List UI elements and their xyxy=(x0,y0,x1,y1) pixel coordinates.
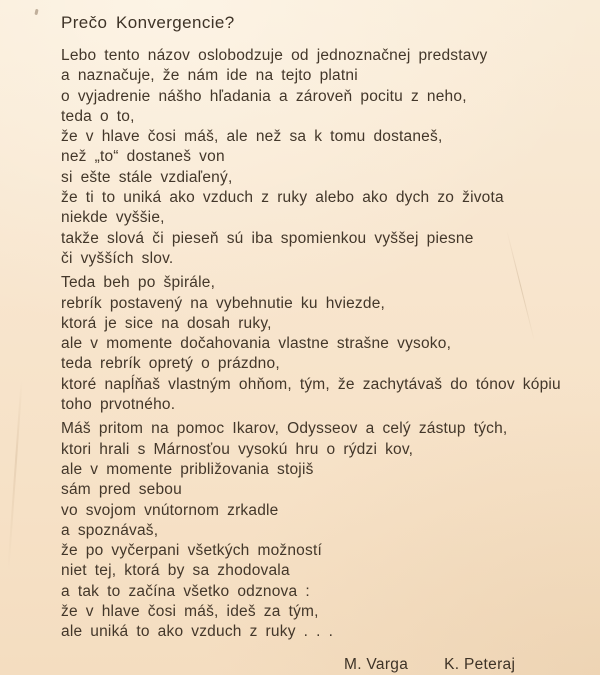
poem-line: Teda beh po špirále, xyxy=(61,274,216,292)
poem-line: ale uniká to ako vzduch z ruky . . . xyxy=(61,623,334,641)
poem-line: teda rebrík opretý o prázdno, xyxy=(61,355,280,373)
poem-line: ktoré napĺňaš vlastným ohňom, tým, že zachytávaš do tónov kópiu xyxy=(61,375,561,393)
paper-speck xyxy=(34,9,38,15)
poem-line: než „to“ dostaneš von xyxy=(61,148,225,166)
poem-line: toho prvotného. xyxy=(61,396,176,414)
stanza-1 xyxy=(61,46,600,269)
poem-line: že ti to uniká ako vzduch z ruky alebo ako dych zo života xyxy=(61,189,504,207)
poem-line: takže slová či pieseň sú iba spomienkou vyššej piesne xyxy=(61,229,474,247)
attribution-author-1: M. Varga xyxy=(344,655,409,673)
poem-line: vo svojom vnútornom zrkadle xyxy=(61,501,279,519)
poem-title: Prečo Konvergencie? xyxy=(61,13,235,32)
stanza-3 xyxy=(61,419,600,642)
poem-line: ale v momente približovania stojiš xyxy=(61,460,314,478)
poem-line: niet tej, ktorá by sa zhodovala xyxy=(61,562,290,580)
poem-line: že v hlave čosi máš, ale než sa k tomu dostaneš, xyxy=(61,128,443,146)
poem-line: a spoznávaš, xyxy=(61,521,159,539)
poem-line: a tak to začína všetko odznova : xyxy=(61,582,310,600)
poem-line: že po vyčerpani všetkých možností xyxy=(61,542,322,560)
poem-line: ale v momente dočahovania vlastne strašne vysoko, xyxy=(61,335,452,353)
attribution-author-2: K. Peteraj xyxy=(444,655,516,673)
poem-line: o vyjadrenie nášho hľadania a zároveň pocitu z neho, xyxy=(61,87,467,105)
paper-crease-left xyxy=(7,380,22,570)
poem-line: a naznačuje, že nám ide na tejto platni xyxy=(61,67,358,85)
stanza-2 xyxy=(61,273,600,415)
poem-line: či vyšších slov. xyxy=(61,249,174,267)
attribution xyxy=(344,655,600,675)
poem-line: teda o to, xyxy=(61,107,135,125)
poem-line: Lebo tento názov oslobodzuje od jednoznačnej predstavy xyxy=(61,47,488,64)
poem-line: si ešte stále vzdiaľený, xyxy=(61,168,233,186)
poem-line: sám pred sebou xyxy=(61,481,182,499)
poem-line: rebrík postavený na vybehnutie ku hviezde, xyxy=(61,294,386,312)
poem-line: niekde vyššie, xyxy=(61,209,165,227)
poem-line: Máš pritom na pomoc Ikarov, Odysseov a celý zástup tých, xyxy=(61,420,508,438)
poem-line: ktorá je sice na dosah ruky, xyxy=(61,314,272,332)
poem-line: ktori hrali s Márnosťou vysokú hru o rýdzi kov, xyxy=(61,440,414,458)
poem-line: že v hlave čosi máš, ideš za tým, xyxy=(61,603,319,621)
